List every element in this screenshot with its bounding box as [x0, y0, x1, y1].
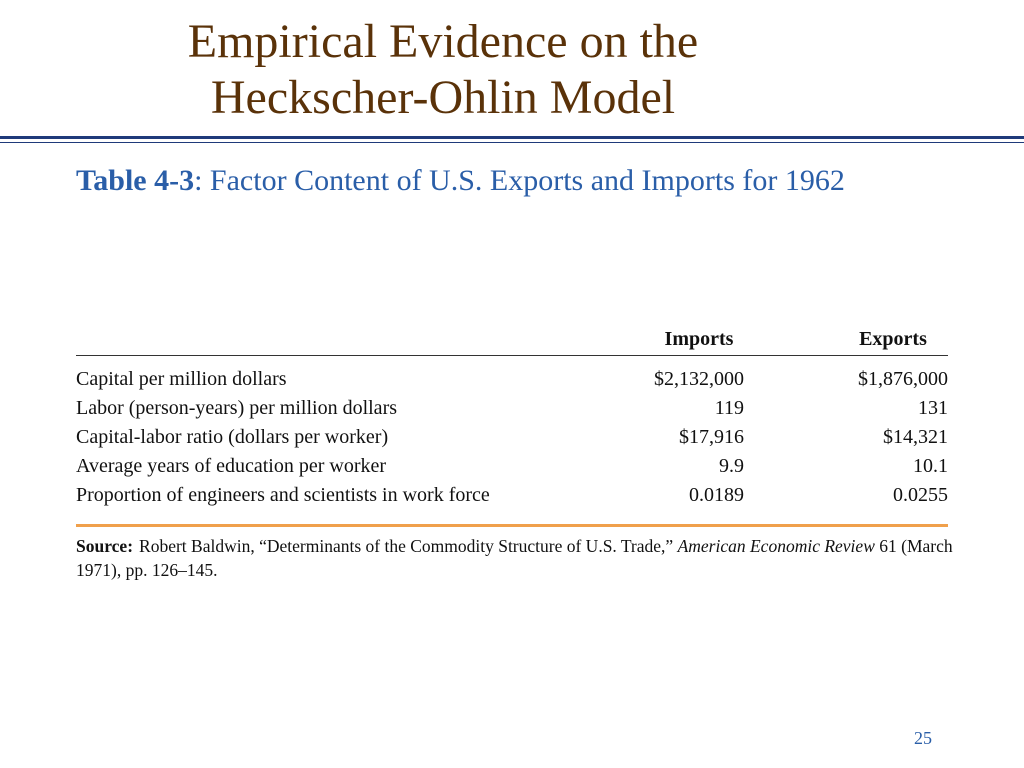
table-source-note: [76, 534, 956, 582]
table-row: [76, 426, 948, 455]
imports-value: 0.0189: [689, 484, 744, 506]
table-row: [76, 455, 948, 484]
exports-value: $1,876,000: [858, 368, 948, 390]
table-bottom-rule: [76, 524, 948, 527]
source-journal: American Economic Review: [677, 536, 875, 556]
imports-value: 119: [714, 397, 744, 419]
header-divider: [76, 355, 948, 356]
source-text-before: Robert Baldwin, “Determinants of the Commodity Structure of U.S. Trade,”: [139, 536, 678, 556]
row-label: Average years of education per worker: [76, 455, 387, 477]
row-label: Capital per million dollars: [76, 368, 287, 390]
imports-value: $17,916: [679, 426, 744, 448]
row-label: Capital-labor ratio (dollars per worker): [76, 426, 389, 448]
column-header-exports: Exports: [859, 328, 927, 350]
table-row: [76, 397, 948, 426]
slide-title: [0, 14, 886, 126]
table-body: [76, 368, 948, 513]
column-header-imports: Imports: [664, 328, 734, 350]
source-text-after: 61 (March 1971), pp. 126–145.: [76, 536, 953, 580]
row-label: Labor (person-years) per million dollars: [76, 397, 398, 419]
exports-value: 0.0255: [893, 484, 948, 506]
row-label: Proportion of engineers and scientists in work force: [76, 484, 490, 506]
imports-value: $2,132,000: [654, 368, 744, 390]
slide-title-line-2: Heckscher-Ohlin Model: [210, 71, 676, 124]
table-row: [76, 484, 948, 513]
table-caption-text: : Factor Content of U.S. Exports and Imports for 1962: [194, 164, 845, 197]
title-divider-thick: [0, 136, 1024, 139]
exports-value: 10.1: [913, 455, 948, 477]
slide-title-line-1: Empirical Evidence on the: [187, 15, 699, 68]
title-divider-thin: [0, 142, 1024, 143]
source-label: Source:: [76, 536, 134, 556]
table-row: [76, 368, 948, 397]
imports-value: 9.9: [719, 455, 744, 477]
table-caption: [76, 164, 845, 198]
table-caption-label: Table 4-3: [76, 164, 195, 197]
exports-value: 131: [918, 397, 948, 419]
slide-page-number: 25: [914, 728, 932, 748]
exports-value: $14,321: [883, 426, 948, 448]
